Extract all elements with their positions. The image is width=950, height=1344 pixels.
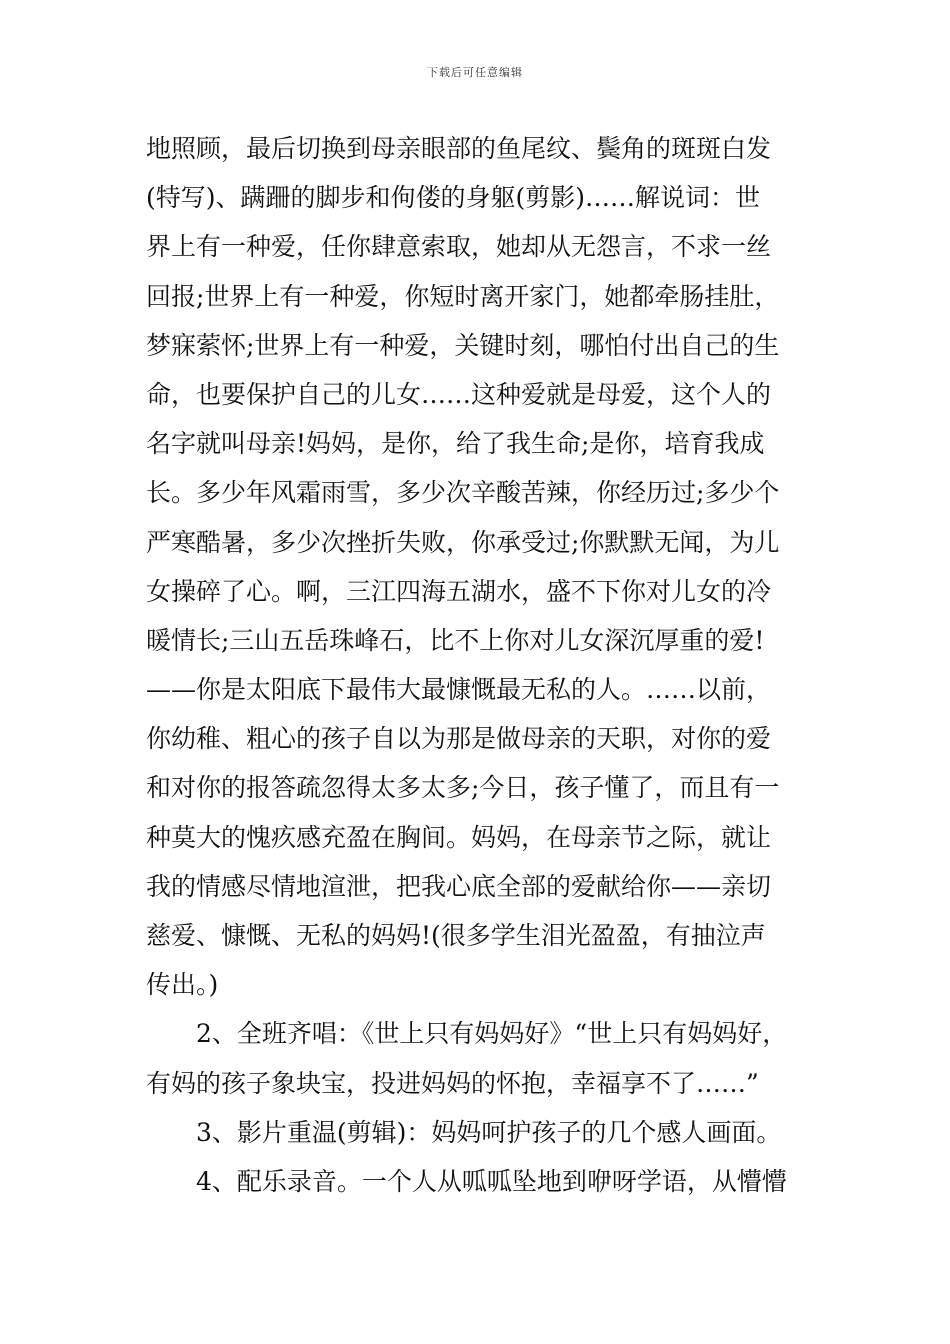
text-line: 女操碎了心。啊，三江四海五湖水，盛不下你对儿女的冷 — [146, 576, 772, 606]
text-line: 梦寐萦怀;世界上有一种爱，关键时刻，哪怕付出自己的生 — [146, 330, 780, 360]
text-line: 名字就叫母亲!妈妈，是你，给了我生命;是你，培育我成 — [146, 429, 765, 459]
text-line: 回报;世界上有一种爱，你短时离开家门，她都牵肠挂肚， — [146, 281, 780, 311]
text-line: 有妈的孩子象块宝，投进妈妈的怀抱，幸福享不了……” — [146, 1068, 759, 1098]
text-line: 和对你的报答疏忽得太多太多;今日，孩子懂了，而且有一 — [146, 773, 780, 803]
text-line: 严寒酷暑，多少次挫折失败，你承受过;你默默无闻，为儿 — [146, 527, 780, 557]
text-line: 暖情长;三山五岳珠峰石，比不上你对儿女深沉厚重的爱! — [146, 625, 765, 655]
text-line: 地照顾，最后切换到母亲眼部的鱼尾纹、鬓角的斑斑白发 — [146, 134, 772, 163]
header-note: 下载后可任意编辑 — [427, 66, 523, 79]
text-line-indented: 4、配乐录音。一个人从呱呱坠地到咿呀学语，从懵懵 — [196, 1166, 787, 1196]
text-line: 界上有一种爱，任你肆意索取，她却从无怨言，不求一丝 — [146, 232, 772, 262]
text-line: 长。多少年风霜雨雪，多少次辛酸苦辣，你经历过;多少个 — [146, 478, 780, 508]
text-line: 种莫大的愧疚感充盈在胸间。妈妈，在母亲节之际，就让 — [146, 822, 772, 852]
text-line: 传出。) — [146, 970, 219, 1000]
text-line: ——你是太阳底下最伟大最慷慨最无私的人。……以前， — [146, 675, 772, 705]
text-line: 你幼稚、粗心的孩子自以为那是做母亲的天职，对你的爱 — [146, 724, 772, 754]
text-line: 我的情感尽情地渲泄，把我心底全部的爱献给你——亲切 — [146, 871, 772, 901]
text-line: 命，也要保护自己的儿女……这种爱就是母爱，这个人的 — [146, 379, 772, 409]
document-body — [146, 124, 810, 1206]
text-line: 慈爱、慷慨、无私的妈妈!(很多学生泪光盈盈，有抽泣声 — [146, 921, 766, 950]
text-line-indented: 2、全班齐唱：《世上只有妈妈好》“世上只有妈妈好， — [196, 1019, 788, 1049]
text-line: (特写)、蹒跚的脚步和佝偻的身躯(剪影)……解说词：世 — [146, 183, 761, 213]
text-line-indented: 3、影片重温(剪辑)：妈妈呵护孩子的几个感人画面。 — [196, 1117, 782, 1147]
